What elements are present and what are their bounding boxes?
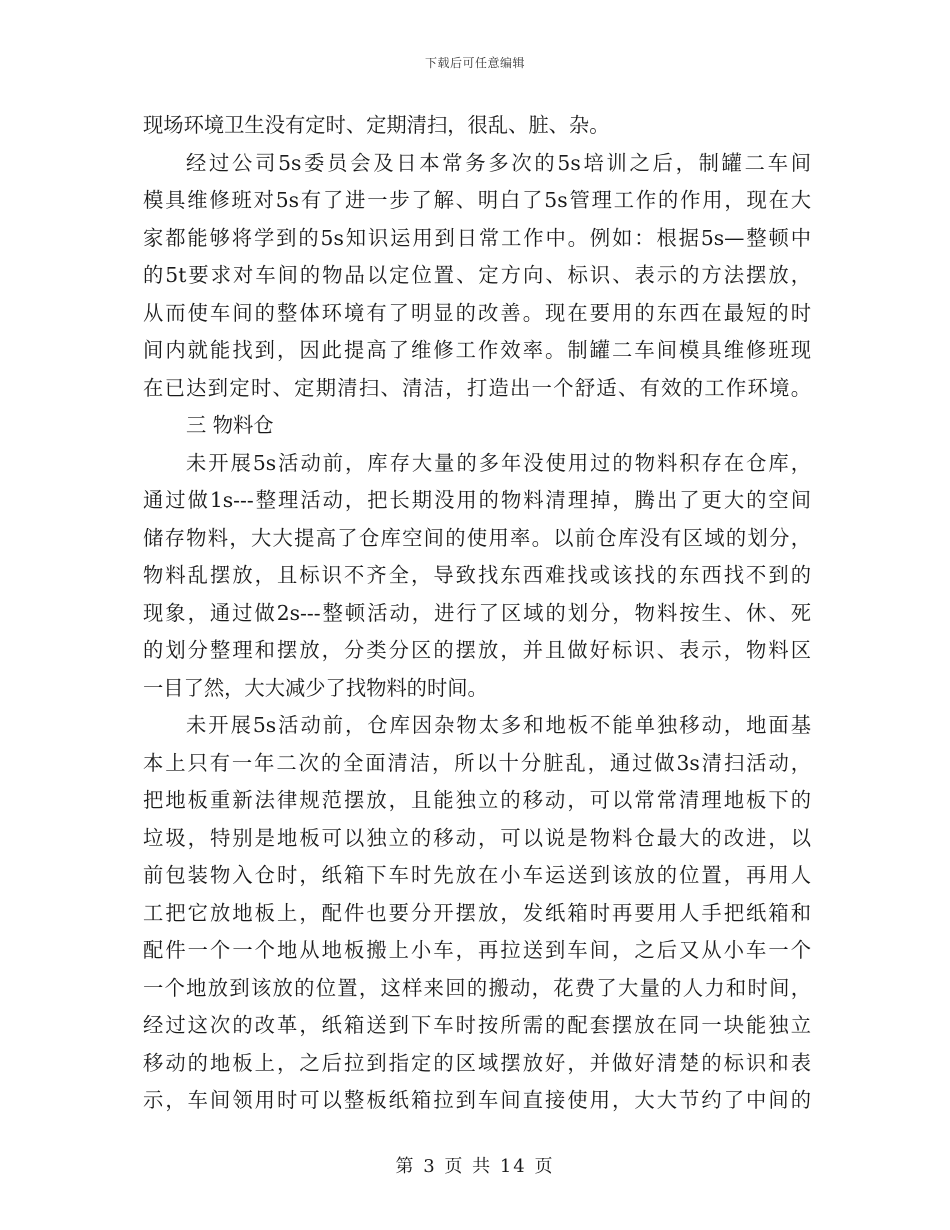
body-line: 现象，通过做2s---整顿活动，进行了区域的划分，物料按生、休、死 — [143, 600, 811, 625]
body-line: 移动的地板上，之后拉到指定的区域摆放好，并做好清楚的标识和表 — [143, 1050, 811, 1075]
body-line: 示，车间领用时可以整板纸箱拉到车间直接使用，大大节约了中间的 — [143, 1088, 811, 1112]
body-line: 把地板重新法律规范摆放，且能独立的移动，可以常常清理地板下的 — [143, 788, 811, 812]
body-line: 在已达到定时、定期清扫、清洁，打造出一个舒适、有效的工作环境。 — [143, 375, 811, 400]
body-line: 现场环境卫生没有定时、定期清扫，很乱、脏、杂。 — [143, 113, 610, 137]
body-line: 的划分整理和摆放，分类分区的摆放，并且做好标识、表示，物料区 — [143, 638, 811, 662]
body-line: 经过这次的改革，纸箱送到下车时按所需的配套摆放在同一块能独立 — [143, 1013, 811, 1037]
page-number: 第 3 页 共 14 页 — [395, 1156, 555, 1177]
body-line: 通过做1s---整理活动，把长期没用的物料清理掉，腾出了更大的空间 — [143, 488, 811, 512]
body-line: 垃圾，特别是地板可以独立的移动，可以说是物料仓最大的改进，以 — [143, 825, 811, 850]
body-line: 未开展5s活动前，库存大量的多年没使用过的物料积存在仓库， — [186, 450, 811, 475]
body-line: 经过公司5s委员会及日本常务多次的5s培训之后，制罐二车间 — [186, 150, 811, 175]
body-line: 工把它放地板上，配件也要分开摆放，发纸箱时再要用人手把纸箱和 — [143, 900, 811, 925]
body-line: 一个地放到该放的位置，这样来回的搬动，花费了大量的人力和时间， — [143, 975, 811, 1000]
body-line: 间内就能找到，因此提高了维修工作效率。制罐二车间模具维修班现 — [143, 338, 811, 362]
document-body — [143, 107, 811, 1120]
body-line: 储存物料，大大提高了仓库空间的使用率。以前仓库没有区域的划分， — [143, 525, 811, 550]
page-header-note: 下载后可任意编辑 — [424, 56, 525, 70]
body-line: 的5t要求对车间的物品以定位置、定方向、标识、表示的方法摆放， — [143, 263, 811, 287]
body-line: 配件一个一个地从地板搬上小车，再拉送到车间，之后又从小车一个 — [143, 938, 811, 962]
body-line: 前包装物入仓时，纸箱下车时先放在小车运送到该放的位置，再用人 — [143, 863, 811, 887]
section-heading: 三 物料仓 — [186, 413, 274, 437]
body-line: 从而使车间的整体环境有了明显的改善。现在要用的东西在最短的时 — [143, 300, 811, 325]
body-line: 一目了然，大大减少了找物料的时间。 — [143, 675, 488, 700]
body-line: 家都能够将学到的5s知识运用到日常工作中。例如：根据5s—整顿中 — [143, 225, 811, 250]
body-line: 本上只有一年二次的全面清洁，所以十分脏乱，通过做3s清扫活动， — [143, 750, 811, 775]
body-line: 未开展5s活动前，仓库因杂物太多和地板不能单独移动，地面基 — [186, 713, 811, 737]
body-line: 物料乱摆放，且标识不齐全，导致找东西难找或该找的东西找不到的 — [143, 563, 811, 587]
body-line: 模具维修班对5s有了进一步了解、明白了5s管理工作的作用，现在大 — [143, 188, 811, 212]
